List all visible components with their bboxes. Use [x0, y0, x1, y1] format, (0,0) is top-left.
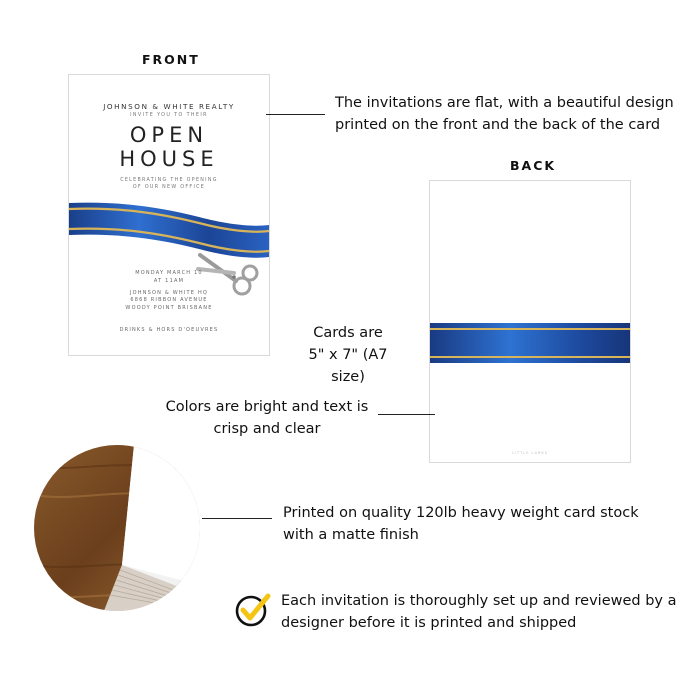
feature-flat-line2: printed on the front and the back of the card [335, 117, 661, 133]
detail-date: MONDAY MARCH 10 [135, 270, 203, 276]
callout-line-flat [266, 114, 325, 115]
back-ribbon [430, 323, 630, 363]
checkmark-icon [234, 592, 272, 628]
event-details [69, 270, 269, 313]
invite-line: INVITE YOU TO THEIR [130, 113, 208, 118]
callout-line-colors [378, 414, 435, 415]
company-name: JOHNSON & WHITE REALTY [103, 102, 235, 111]
back-card-preview [429, 180, 631, 463]
subtitle-line-1: CELEBRATING THE OPENING [120, 178, 218, 183]
callout-line-stock [202, 518, 272, 519]
title-open: OPEN [129, 123, 209, 147]
feature-size-line2: 5" x 7" (A7 size) [308, 347, 388, 385]
card-stock-photo [34, 445, 200, 611]
feature-flat [335, 92, 674, 136]
title-house: HOUSE [119, 147, 219, 171]
feature-review [281, 590, 677, 634]
feature-colors-line1: Colors are bright and text is [165, 399, 369, 415]
back-footer-mark: LITTLE LARKS [512, 451, 548, 455]
subtitle-line-2: OF OUR NEW OFFICE [132, 185, 206, 190]
feature-review-line2: designer before it is printed and shipped [281, 615, 577, 631]
feature-size [295, 322, 401, 388]
feature-stock [283, 502, 639, 546]
detail-time: AT 11AM [153, 277, 185, 284]
feature-stock-line1: Printed on quality 120lb heavy weight card stock [283, 505, 639, 521]
detail-street: 6868 RIBBON AVENUE [130, 297, 208, 304]
detail-venue: JOHNSON & WHITE HQ [129, 289, 209, 296]
detail-refreshments: DRINKS & HORS D'OEUVRES [119, 327, 219, 333]
front-label: FRONT [142, 52, 200, 67]
feature-size-line1: Cards are [313, 325, 383, 341]
front-card-preview [68, 74, 270, 356]
feature-flat-line1: The invitations are flat, with a beautiful design [335, 95, 674, 111]
feature-stock-line2: with a matte finish [283, 527, 419, 543]
feature-colors-line2: crisp and clear [213, 421, 321, 437]
detail-city: WOODY POINT BRISBANE [125, 305, 213, 312]
back-label: BACK [510, 158, 557, 173]
feature-colors [160, 396, 374, 440]
feature-review-line1: Each invitation is thoroughly set up and reviewed by a [281, 593, 677, 609]
